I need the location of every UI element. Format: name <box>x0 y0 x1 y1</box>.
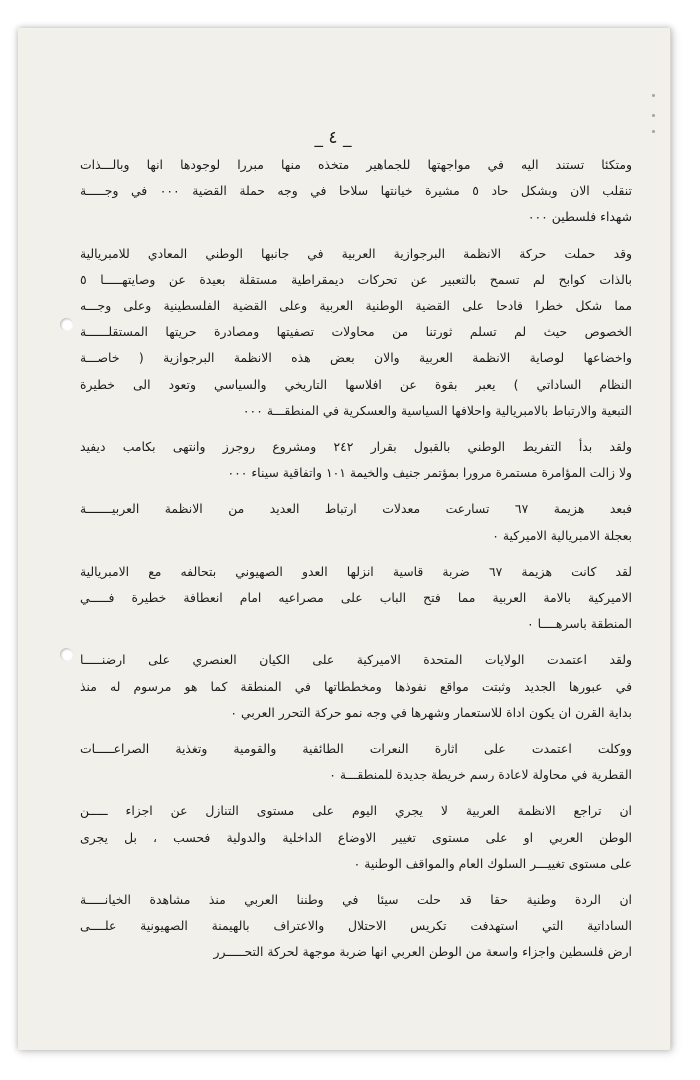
paragraph <box>80 736 632 788</box>
text-line: الخصوص حيث لم تسلم ثورتنا من محاولات تصفيتها ومصادرة حريتها المستقلــــــة <box>80 324 632 340</box>
text-line: ووكلت اعتمدت على اثارة النعرات الطائفية والقومية وتغذية الصراعـــــات <box>80 741 632 757</box>
text-line: ان تراجع الانظمة العربية لا يجري اليوم على مستوى التنازل عن اجزاء ـــــن <box>80 803 632 819</box>
text-line: ارض فلسطين واجزاء واسعة من الوطن العربي انها ضربة موجهة لحركة التحـــــرر <box>213 944 632 960</box>
text-line: ولقد بدأ التفريط الوطني بالقبول بقرار ٢٤٢ ومشروع روجرز وانتهى بكامب ديفيد <box>80 439 632 455</box>
page-mark <box>652 94 655 97</box>
punch-hole-lower <box>60 648 73 661</box>
document-body <box>80 152 632 976</box>
page-number: _ ٤ _ <box>314 128 352 148</box>
text-line: النظام الساداتي ) يعبر بقوة عن افلاسها التاريخي والسياسي وتعود الى خطيرة <box>80 376 632 392</box>
text-line: المنطقة باسرهــــا ٠ <box>526 616 632 632</box>
paragraph <box>80 647 632 726</box>
text-line: تنقلب الان وبشكل حاد ٥ مشيرة خيانتها سلاحا في وجه حملة القضية ٠٠٠ في وجـــــة <box>80 183 632 199</box>
text-line: فبعد هزيمة ٦٧ تسارعت معدلات ارتباط العديد من الانظمة العربيـــــــة <box>80 501 632 517</box>
text-line: بالذات كوابح لم تسمح بالتعبير عن تحركات ديمقراطية مستقلة بعيدة عن وصايتهـــــا ٥ <box>80 271 632 287</box>
text-line: القطرية في محاولة لاعادة رسم خريطة جديدة للمنطقـــة ٠ <box>329 767 632 783</box>
paragraph <box>80 798 632 877</box>
text-line: وقد حملت حركة الانظمة البرجوازية العربية في جانبها الوطني المعادي للامبريالية <box>80 245 632 261</box>
paragraph <box>80 496 632 548</box>
page-mark <box>652 114 655 117</box>
text-line: الوطن العربي او على مستوى تغيير الاوضاع الداخلية والدولية فحسب ، بل يجرى <box>80 829 632 845</box>
paragraph <box>80 241 632 424</box>
paragraph <box>80 887 632 966</box>
text-line: لقد كانت هزيمة ٦٧ ضربة قاسية انزلها العدو الصهيوني بتحالفه مع الامبريالية <box>80 563 632 579</box>
text-line: مما شكل خطرا فادحا على القضية الوطنية العربية وعلى القضية الفلسطينية وعلى وجـــه <box>80 298 632 314</box>
text-line: ان الردة وطنية حقا قد حلت سيئا في وطننا العربي منذ مشاهدة الخيانـــــة <box>80 892 632 908</box>
text-line: ولا زالت المؤامرة مستمرة مرورا بمؤتمر جنيف والخيمة ١٠١ واتفاقية سيناء ٠٠٠ <box>227 465 632 481</box>
page-mark <box>652 130 655 133</box>
text-line: شهداء فلسطين ٠٠٠ <box>527 209 632 225</box>
text-line: الاميركية بالامة العربية مما فتح الباب على مصراعيه امام انعطافة خطيرة فـــــي <box>80 590 632 606</box>
text-line: الساداتية التي استهدفت تكريس الاحتلال والاعتراف بالهيمنة الصهيونية علــــى <box>80 918 632 934</box>
text-line: في عبورها الجديد وثبتت مواقع نفوذها ومخططاتها في المنطقة كما هو مرسوم له منذ <box>80 678 632 694</box>
text-line: بداية القرن ان يكون اداة للاستعمار وشهرها في وجه نمو حركة التحرر العربي ٠ <box>230 704 632 720</box>
punch-hole-upper <box>60 318 73 331</box>
paragraph <box>80 559 632 638</box>
text-line: ومتكئا تستند اليه في مواجهتها للجماهير متخذه منها مبررا لوجودها انها وبالـــذات <box>80 157 632 172</box>
paragraph <box>80 152 632 231</box>
text-line: على مستوى تغييـــر السلوك العام والمواقف الوطنية ٠ <box>353 855 632 871</box>
text-line: التبعية والارتباط بالامبريالية واحلافها السياسية والعسكرية في المنطقـــة ٠٠٠ <box>242 402 632 418</box>
text-line: واخضاعها لوصاية الانظمة العربية والان بعض هذه الانظمة البرجوازية ( خاصـــة <box>80 350 632 366</box>
text-line: ولقد اعتمدت الولايات المتحدة الاميركية على الكيان العنصري على ارضنـــــا <box>80 652 632 668</box>
text-line: بعجلة الامبريالية الاميركية ٠ <box>492 527 632 543</box>
paragraph <box>80 434 632 486</box>
